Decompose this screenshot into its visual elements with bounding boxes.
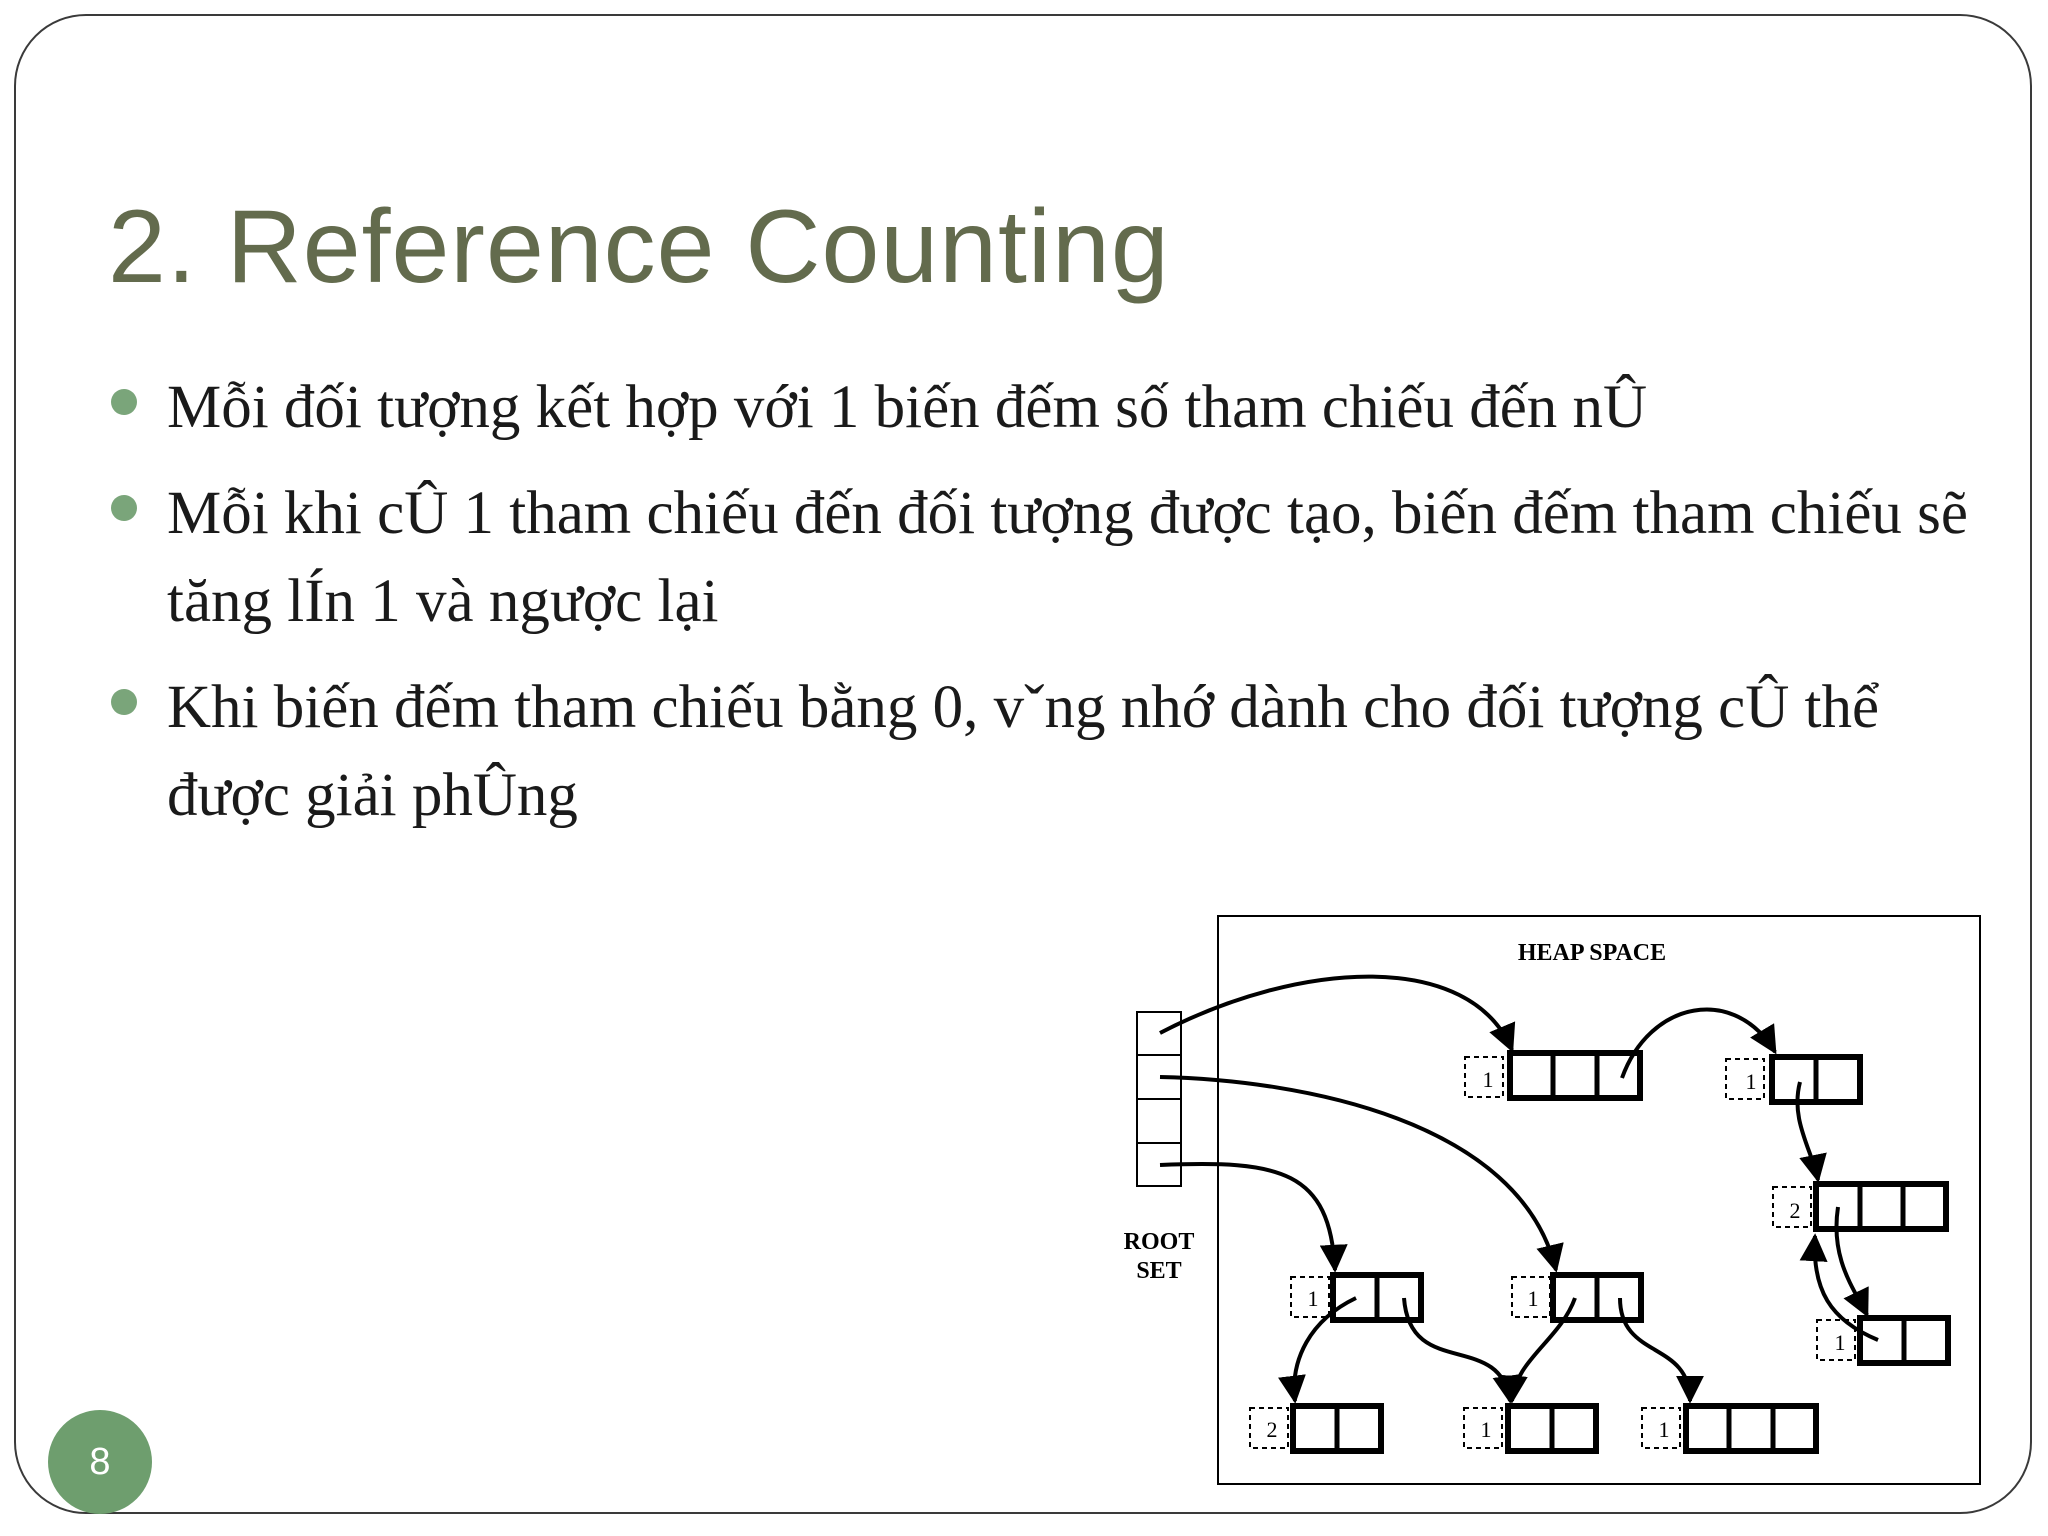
- page-number-badge: [48, 1410, 152, 1514]
- bullet-item: [111, 364, 1991, 452]
- bullet-list: [111, 364, 1991, 858]
- reference-count: 2: [1266, 1417, 1278, 1442]
- bullet-text: Mỗi đối tượng kết hợp với 1 biến đếm số tham chiếu đến nÛ: [167, 374, 1648, 441]
- bullet-item: [111, 664, 1991, 840]
- reference-count: 1: [1307, 1286, 1319, 1311]
- bullet-text: Khi biến đếm tham chiếu bằng 0, vˇng nhớ dành cho đối tượng cÛ thể được giải phÛng: [167, 674, 1880, 829]
- root-set-label-line1: ROOT: [1123, 1229, 1195, 1255]
- heap-space-label: HEAP SPACE: [1517, 940, 1667, 966]
- bullet-item: [111, 470, 1991, 646]
- reference-count: 1: [1482, 1067, 1494, 1092]
- slide-title: 2. Reference Counting: [108, 189, 1170, 305]
- heap-diagram: [1100, 900, 2000, 1500]
- reference-count: 2: [1789, 1198, 1801, 1223]
- bullet-dot-icon: [111, 689, 137, 715]
- reference-count: 1: [1834, 1330, 1846, 1355]
- page-number: 8: [89, 1440, 111, 1483]
- root-set-label-line2: SET: [1136, 1258, 1182, 1284]
- reference-count: 1: [1480, 1417, 1492, 1442]
- reference-count: 1: [1745, 1069, 1757, 1094]
- bullet-dot-icon: [111, 495, 137, 521]
- reference-count: 1: [1658, 1417, 1670, 1442]
- reference-count: 1: [1527, 1286, 1539, 1311]
- bullet-dot-icon: [111, 389, 137, 415]
- bullet-text: Mỗi khi cÛ 1 tham chiếu đến đối tượng được tạo, biến đếm tham chiếu sẽ tăng lÍn 1 và ngược lại: [167, 480, 1968, 635]
- heap-space-frame: [1218, 916, 1980, 1484]
- root-set: [1137, 1012, 1181, 1186]
